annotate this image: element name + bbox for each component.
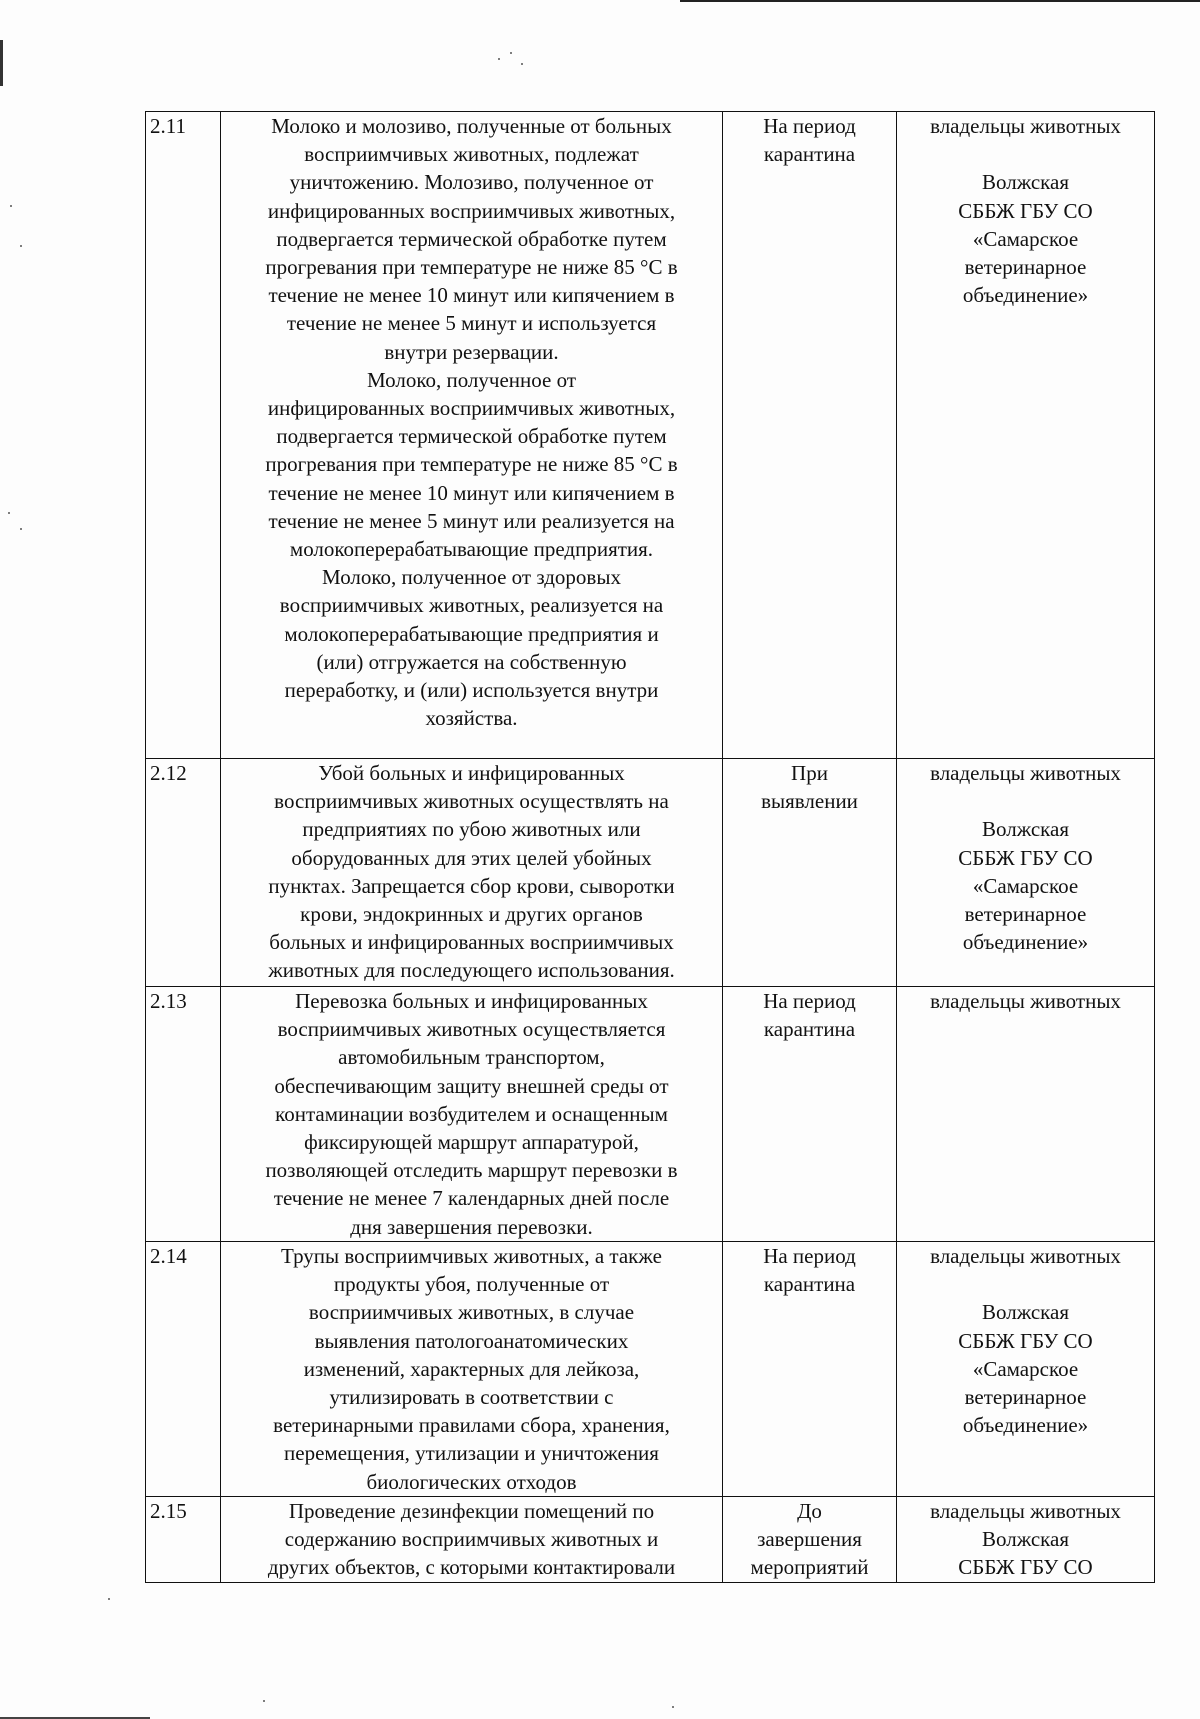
- table-row: [146, 987, 1155, 1242]
- responsible-text-line: владельцы животных: [930, 761, 1121, 785]
- measure-text-line: предприятиях по убою животных или: [302, 817, 641, 842]
- scan-top-rule: [680, 0, 1200, 2]
- responsible-text-line: объединение»: [962, 930, 1089, 955]
- table-row: [146, 759, 1155, 987]
- table-row: [146, 1242, 1155, 1497]
- scan-speck: [20, 528, 22, 530]
- measure-text-line: молокоперерабатывающие предприятия и: [284, 621, 659, 646]
- responsible-text-line: владельцы животных: [930, 1499, 1121, 1523]
- responsible-text-line: СББЖ ГБУ СО: [958, 1555, 1093, 1580]
- term-text-line: На период: [763, 989, 856, 1013]
- measure-text-line: ветеринарными правилами сбора, хранения,: [273, 1413, 670, 1438]
- measure-text-line: восприимчивых животных осуществляется: [277, 1017, 666, 1042]
- scan-speck: [521, 63, 523, 65]
- responsible-party: [897, 1497, 1155, 1583]
- measure-text-line: больных и инфицированных восприимчивых: [269, 930, 674, 955]
- measure-text-line: биологических отходов: [366, 1469, 577, 1494]
- measure-text-line: инфицированных восприимчивых животных,: [267, 396, 676, 421]
- table-row: [146, 112, 1155, 759]
- measure-text-line: оборудованных для этих целей убойных: [291, 845, 652, 870]
- term-text-line: На период: [763, 1244, 856, 1268]
- measure-term: [723, 112, 897, 759]
- measure-description: [221, 112, 723, 759]
- measure-text-line: подвергается термической обработке путем: [276, 226, 667, 251]
- scan-speck: [20, 245, 22, 247]
- measure-text-line: переработку, и (или) используется внутри: [284, 678, 659, 703]
- responsible-party: [897, 1242, 1155, 1497]
- responsible-text-line: Волжская: [981, 817, 1070, 842]
- responsible-text-line: «Самарское: [972, 226, 1079, 251]
- term-text-line: выявлении: [761, 789, 858, 814]
- measure-text-line: течение не менее 5 минут и используется: [286, 311, 657, 336]
- measure-term: [723, 1242, 897, 1497]
- measure-text-line: подвергается термической обработке путем: [276, 424, 667, 449]
- measure-text-line: прогревания при температуре не ниже 85 °С в: [265, 255, 678, 280]
- measure-text-line: контаминации возбудителем и оснащенным: [275, 1101, 668, 1126]
- responsible-party: [897, 112, 1155, 759]
- measure-term: [723, 759, 897, 987]
- measure-text-line: животных для последующего использования.: [268, 958, 675, 983]
- measure-description: [221, 987, 723, 1242]
- responsible-text-line: Волжская: [981, 1527, 1070, 1552]
- responsible-text-line: «Самарское: [972, 873, 1079, 898]
- measure-text-line: крови, эндокринных и других органов: [300, 902, 643, 927]
- measure-text-line: утилизировать в соответствии с: [329, 1385, 614, 1410]
- responsible-text-line: владельцы животных: [930, 114, 1121, 138]
- measure-text-line: Перевозка больных и инфицированных: [295, 989, 648, 1013]
- responsible-text-spacer: [901, 140, 1150, 168]
- measure-text-line: восприимчивых животных, реализуется на: [279, 593, 664, 618]
- responsible-text-line: ветеринарное: [964, 1385, 1087, 1409]
- table-row: [146, 1497, 1155, 1583]
- measure-text-line: восприимчивых животных, в случае: [308, 1300, 635, 1325]
- measure-text-line: восприимчивых животных осуществлять на: [274, 789, 669, 814]
- measure-text-line: (или) отгружается на собственную: [316, 649, 627, 674]
- scan-speck: [108, 1598, 110, 1600]
- measure-text-line: Проведение дезинфекции помещений по: [288, 1499, 655, 1523]
- measure-description: [221, 759, 723, 987]
- measure-text-line: пунктах. Запрещается сбор крови, сыворотки: [268, 873, 675, 898]
- term-text-line: мероприятий: [750, 1555, 869, 1580]
- responsible-text-line: Волжская: [981, 1300, 1070, 1325]
- measure-text-line: обеспечивающим защиту внешней среды от: [274, 1073, 669, 1098]
- responsible-text-line: ветеринарное: [964, 902, 1087, 926]
- measure-text-line: дня завершения перевозки.: [350, 1214, 593, 1239]
- measure-text-line: инфицированных восприимчивых животных,: [267, 198, 676, 223]
- measure-term: [723, 987, 897, 1242]
- measure-text-line: продукты убоя, полученные от: [333, 1272, 610, 1297]
- scan-speck: [510, 52, 512, 54]
- responsible-text-line: «Самарское: [972, 1356, 1079, 1381]
- measure-text-line: хозяйства.: [425, 706, 518, 731]
- measure-text-line: прогревания при температуре не ниже 85 °С в: [265, 452, 678, 477]
- term-text-line: До: [797, 1499, 822, 1523]
- term-text-line: При: [791, 761, 828, 785]
- measure-text-line: Убой больных и инфицированных: [318, 761, 625, 785]
- responsible-text-line: объединение»: [962, 283, 1089, 308]
- measure-text-line: уничтожению. Молозиво, полученное от: [289, 170, 654, 195]
- measure-text-line: содержанию восприимчивых животных и: [284, 1527, 659, 1552]
- measure-text-line: Молоко, полученное от здоровых: [322, 565, 621, 590]
- term-text-line: карантина: [763, 1272, 856, 1297]
- measure-text-line: изменений, характерных для лейкоза,: [303, 1356, 640, 1381]
- item-number: 2.13: [146, 987, 221, 1242]
- measure-text-line: перемещения, утилизации и уничтожения: [284, 1441, 659, 1466]
- measure-text-line: выявления патологоанатомических: [314, 1328, 629, 1353]
- measure-text-line: Молоко, полученное от: [366, 367, 576, 392]
- term-text-line: карантина: [763, 142, 856, 167]
- responsible-text-line: владельцы животных: [930, 989, 1121, 1013]
- measure-text-line: других объектов, с которыми контактировали: [267, 1555, 676, 1580]
- measure-text-line: Трупы восприимчивых животных, а также: [281, 1244, 662, 1268]
- scan-left-mark: [0, 40, 3, 86]
- responsible-party: [897, 987, 1155, 1242]
- measure-term: [723, 1497, 897, 1583]
- scan-speck: [672, 1706, 674, 1708]
- responsible-text-line: СББЖ ГБУ СО: [958, 1328, 1093, 1353]
- measures-table: [145, 111, 1155, 1583]
- scan-speck: [10, 205, 12, 207]
- measures-table-body: [146, 112, 1155, 1583]
- term-text-line: завершения: [757, 1527, 862, 1552]
- term-text-line: На период: [763, 114, 856, 138]
- responsible-text-line: СББЖ ГБУ СО: [958, 845, 1093, 870]
- responsible-text-line: СББЖ ГБУ СО: [958, 198, 1093, 223]
- measure-text-line: течение не менее 10 минут или кипячением в: [268, 480, 675, 505]
- item-number: 2.15: [146, 1497, 221, 1583]
- measure-text-line: течение не менее 10 минут или кипячением в: [268, 283, 675, 308]
- measure-text-line: Молоко и молозиво, полученные от больных: [271, 114, 672, 138]
- responsible-text-line: ветеринарное: [964, 255, 1087, 279]
- scan-speck: [8, 512, 10, 514]
- measure-text-line: автомобильным транспортом,: [338, 1045, 605, 1070]
- item-number: 2.14: [146, 1242, 221, 1497]
- term-text-line: карантина: [763, 1017, 856, 1042]
- responsible-text-line: владельцы животных: [930, 1244, 1121, 1268]
- responsible-text-spacer: [901, 1270, 1150, 1298]
- item-number: 2.12: [146, 759, 221, 987]
- measure-text-line: течение не менее 5 минут или реализуется на: [268, 508, 675, 533]
- item-number: 2.11: [146, 112, 221, 759]
- responsible-text-line: объединение»: [962, 1413, 1089, 1438]
- scan-speck: [498, 58, 500, 60]
- measure-text-line: течение не менее 7 календарных дней после: [273, 1186, 670, 1211]
- measure-text-line: внутри резервации.: [384, 339, 559, 364]
- measure-text-line: фиксирующей маршрут аппаратурой,: [304, 1130, 639, 1155]
- responsible-text-spacer: [901, 787, 1150, 815]
- measure-text-line: позволяющей отследить маршрут перевозки в: [265, 1158, 678, 1183]
- measure-description: [221, 1497, 723, 1583]
- measure-description: [221, 1242, 723, 1497]
- responsible-party: [897, 759, 1155, 987]
- responsible-text-line: Волжская: [981, 170, 1070, 195]
- scan-speck: [263, 1700, 265, 1702]
- measure-text-line: молокоперерабатывающие предприятия.: [289, 537, 654, 562]
- measure-text-line: восприимчивых животных, подлежат: [304, 142, 639, 167]
